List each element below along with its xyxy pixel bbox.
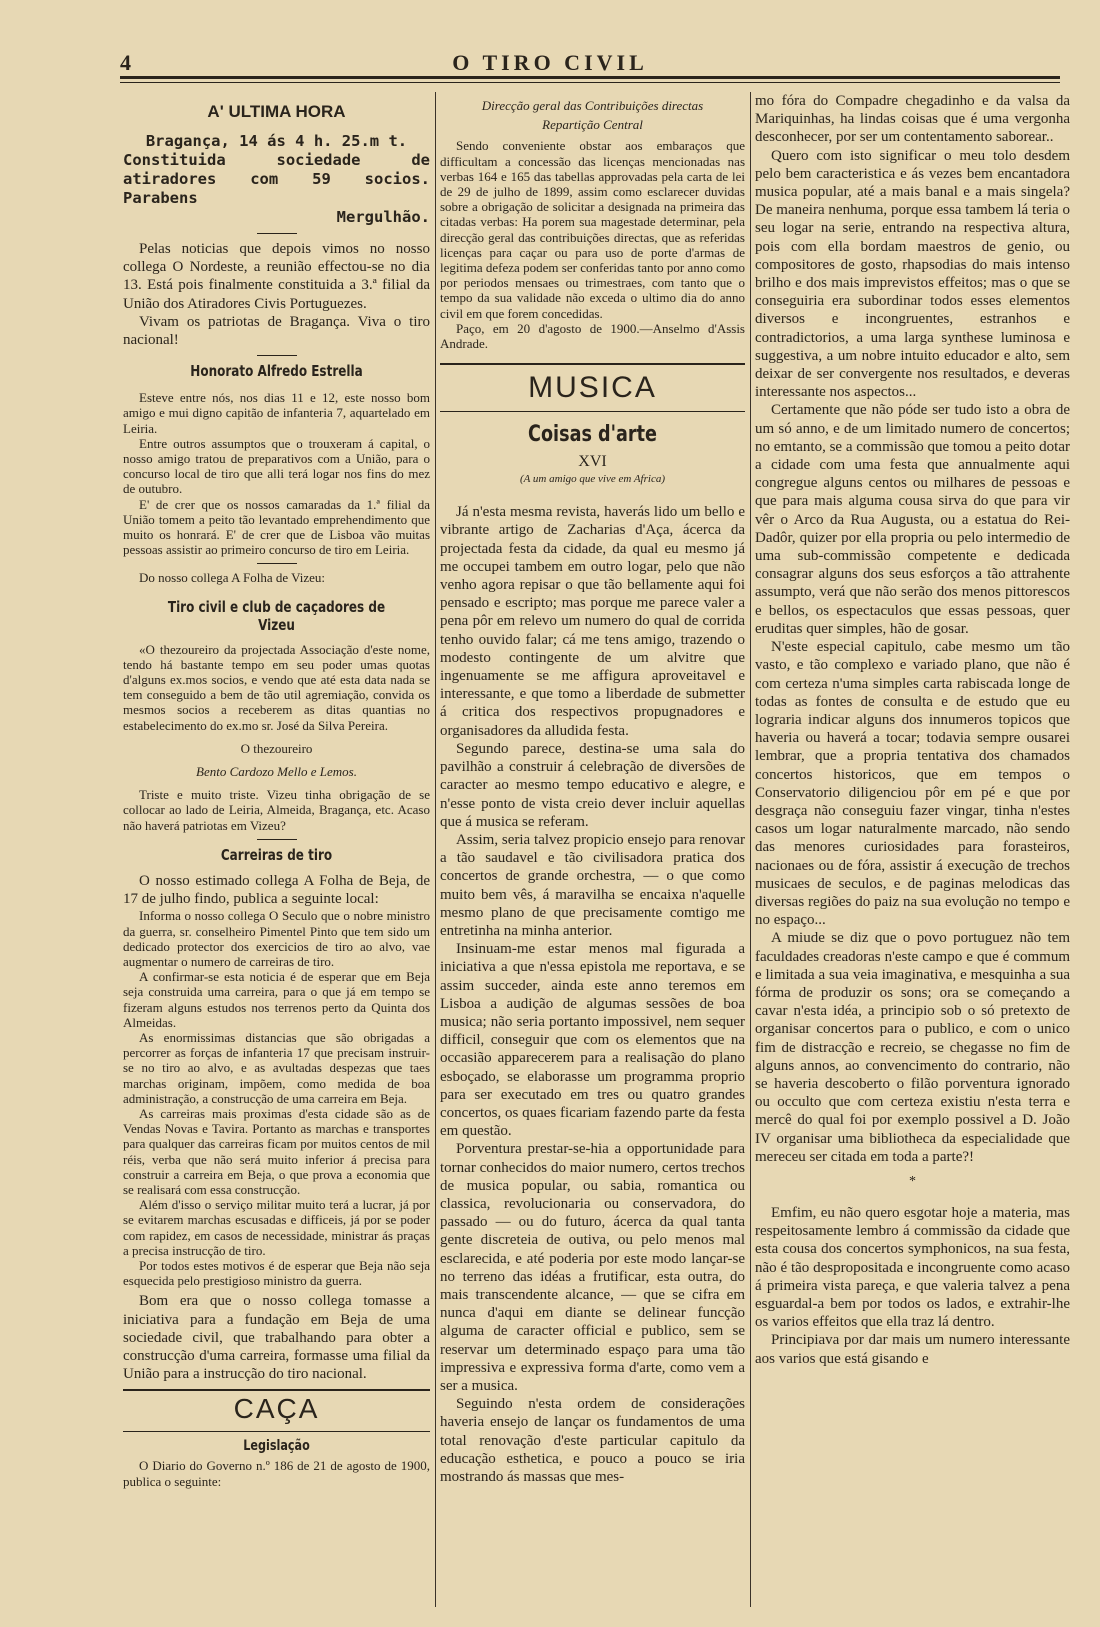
- paragraph: Porventura prestar-se-hia a opportunidade para tornar conhecidos do maior numero, certos trechos de musica popular, ou sabia, romantica ou classica, revolucionaria ou conservadora, do passado — ou do futuro, ácerca da qual tanta gente discreteia de outiva, ou pelo menos mal esclarecida, e até poderia por este modo lançar-se no terreno das idéas a frutificar, esta outra, do mais transcendente alcance, — que se cifra em nunca d'aqui em diante se delinear funcção alguma de caracter official e publico, sem se reservar um determinado espaço para uma tão impressiva e expressiva forma d'arte, como vem a ser a musica.: [440, 1141, 745, 1394]
- paragraph: Vivam os patriotas de Bragança. Viva o tiro nacional!: [123, 313, 430, 349]
- decree-subheading: Repartição Central: [542, 117, 643, 133]
- paragraph: Já n'esta mesma revista, haverás lido um bello e vibrante artigo de Zacharias d'Aça, ácerca da projectada festa da cidade, da qual eu mesmo já me occupei tambem em outro logar, pelo que não venho agora repisar o que tão bellamente aqui foi pensado e escripto; mas porque me parece valer a pena pôr em relevo um numero do qual de corrida tenho ouvido falar; cá me tens amigo, trazendo o modesto contingente de um alvitre que ingenuamente se me affigura aproveitavel e interessante, e que tomo a liberdade de submetter á critica dos respectivos propugnadores e organisadores da alludida festa.: [440, 504, 745, 739]
- paragraph: Pelas noticias que depois vimos no nosso collega O Nordeste, a reunião effectou-se no dia 13. Está pois finalmente constituida a 3.ª filial da União dos Atiradores Civis Portuguezes.: [123, 241, 430, 312]
- quoted-paragraph: Por todos estes motivos é de esperar que Beja não seja esquecida pelo prestigioso ministro da guerra.: [123, 1257, 430, 1289]
- paragraph: Quero com isto significar o meu tolo desdem pelo bem caracteristica e ás vezes bem encantadora musica popular, até a mais banal e a mais singela? De maneira nenhuma, porque essa tambem lá teria o seu logar na serie, entrando na respectiva altura, pois com ella bordam maestros de genio, ou compositores de gosto, rhapsodias do mais intenso brilho e dos mais imprevistos effeitos; mas o que se conseguiria era subordinar todos esses elementos diversos e incongruentes, estranhos e contradictorios, a uma larga synthese luminosa e suggestiva, a um nobre intuito educador e alto, sem deixar de ser convergente nos resultados, e deveras interessante nos aspectos...: [755, 147, 1070, 401]
- section-star: *: [909, 1173, 916, 1189]
- page-number: 4: [120, 50, 131, 75]
- divider: [257, 563, 297, 564]
- masthead-title: O TIRO CIVIL: [452, 50, 648, 75]
- column-left: [123, 92, 430, 1607]
- paragraph: Principiava por dar mais um numero interessante aos varios que está gisando e: [755, 1332, 1070, 1367]
- paragraph: mo fóra do Compadre chegadinho e da valsa da Mariquinhas, ha lindas coisas que é uma vergonha desconhecer, por ser um contentamento saborear..: [755, 93, 1070, 146]
- paragraph: Insinuam-me estar menos mal figurada a iniciativa a que n'essa epistola me reportava, e se assim succeder, ainda este anno teremos em Lisboa a audição de algumas sessões de boa musica; não seria portanto impossivel, nem sequer difficil, conseguir que com os elementos que na occasião apparecerem para a realisação do plano esboçado, se elaborasse um programma proprio para ser executado em tres ou quatro grandes concertos, os quaes ficariam fazendo parte da festa em questão.: [440, 941, 745, 1140]
- section-rule: [123, 1431, 430, 1432]
- section-rule: [440, 363, 745, 365]
- telegram-line: Bragança, 14 ás 4 h. 25.m t.: [145, 132, 408, 150]
- divider: [257, 839, 297, 840]
- paragraph: Bom era que o nosso collega tomasse a iniciativa para a fundação em Beja de uma sociedade civil, que trabalhando para obter a construcção d'uma carreira, formasse uma filial da União para a instrucção do tiro nacional.: [123, 1293, 430, 1383]
- heading-legislacao: Legislação: [243, 1438, 310, 1455]
- paragraph: Certamente que não póde ser tudo isto a obra de um só anno, e de um limitado numero de concertos; no emtanto, se a commissão que tomou a peito dotar a cidade com uma festa que annualmente aqui congregue alguns centos ou milhares de pessoas e que para mais alguma cousa sirva do que para vir vêr o Arco da Rua Augusta, ou a estatua do Rei-Dadôr, quizer por ella propria ou pelo intermedio de uma sub-commissão competente e dedicada consagrar alguns dos seus esforços a tão attrahente assumpto, verá que não serão dos menos pittorescos e bellos, os espectaculos que essas pessoas, quer eruditas quer simples, hão de gosar.: [755, 402, 1070, 637]
- heading-carreiras: Carreiras de tiro: [220, 845, 333, 864]
- paragraph: Triste e muito triste. Vizeu tinha obrigação de se collocar ao lado de Leiria, Almeida, Bragança, etc. Acaso não haverá patriotas em Vizeu?: [123, 787, 430, 833]
- heading-ultima-hora: A' ULTIMA HORA: [207, 102, 346, 121]
- paragraph: Assim, seria talvez propicio ensejo para renovar a tão saudavel e tão civilisadora pratica dos concertos de grande orchestra, — o que como muito bem vês, á maravilha se encaixa n'aquelle mesmo plano de que precisamente comtigo me entretinha na minha anterior.: [440, 831, 745, 939]
- telegram-signature: Mergulhão.: [336, 208, 430, 226]
- quoted-paragraph: Informa o nosso collega O Seculo que o nobre ministro da guerra, sr. conselheiro Pimentel Pinto que tem sido um dedicado protector dos exercicios de tiro ao alvo, vae augmentar o numero de carreiras de tiro.: [123, 908, 430, 969]
- signature-title: O thezoureiro: [240, 740, 313, 756]
- quoted-paragraph: A confirmar-se esta noticia é de esperar que em Beja seja construida uma carreira, para o que já em tempo se fizeram alguns estudos nos terrenos perto da Quinta dos Almeidas.: [123, 969, 430, 1030]
- column-right: [755, 92, 1070, 1607]
- paragraph: Esteve entre nós, nos dias 11 e 12, este nosso bom amigo e mui digno capitão de infanteria 7, aquartelado em Leiria.: [123, 390, 430, 436]
- section-rule: [123, 1389, 430, 1391]
- decree-heading: Direcção geral das Contribuições directas: [481, 98, 704, 113]
- column-divider: [435, 92, 436, 1607]
- paragraph: Sendo conveniente obstar aos embaraços que difficultam a concessão das licenças mencionadas nas verbas 164 e 165 das tabellas approvadas pela carta de lei de 29 de julho de 1899, assim como esclarecer duvidas sobre a obrigação de solicitar a designada na primeira das citadas verbas: Ha porem sua magestade determinar, pela direcção geral das contribuições directas, que as referidas licenças para caçar ou para uso de porte d'armas de legitima defeza podem ser conferidas tanto por anno como por periodos mensaes ou trimestraes, com tanto que o tempo da sua validade não exceda o ultimo dia do anno civil em que forem concedidas.: [440, 138, 745, 321]
- article-number: XVI: [578, 453, 607, 471]
- heading-vizeu: Tiro civil e club de caçadores de Vizeu: [167, 597, 386, 634]
- telegram-body: Constituida sociedade de atiradores com 59 socios. Parabens: [123, 151, 430, 207]
- paragraph: Seguindo n'esta ordem de considerações haveria ensejo de lançar os fundamentos de uma total renovação d'este particular capitulo da educação esthetica, e pouco a pouco se iria mostrando ás massas que mes-: [440, 1396, 745, 1486]
- heading-musica: MUSICA: [528, 371, 657, 405]
- paragraph: Entre outros assumptos que o trouxeram á capital, o nosso amigo tratou de preparativos com a União, para o concurso local de tiro que alli terá logar nos fins do mez de outubro.: [123, 435, 430, 497]
- paragraph: «O thezoureiro da projectada Associação d'este nome, tendo há bastante tempo em seu poder umas quotas d'alguns ex.mos socios, e vendo que até esta data nada se tem conseguido a bem de tão util agremiação, convida os mesmos socios a receberem as ditas quantias no estabelecimento do ex.mo sr. José da Silva Pereira.: [123, 641, 430, 733]
- column-middle: [440, 92, 745, 1607]
- paragraph: Do nosso collega A Folha de Vizeu:: [139, 570, 326, 586]
- paragraph: N'este especial capitulo, cabe mesmo um tão vasto, e tão complexo e variado plano, que não é com certeza n'uma simples carta rabiscada longe de todas as fontes de consulta e de estudo que eu lograria indicar alguns dos innumeros topicos que haveria ou haverá a tocar; todavia sempre ousarei lembrar, que a propria tentativa dos chamados concertos historicos, que em tempos o Conservatorio diligenciou pôr em pé e que por desgraça não conseguiu fazer vingar, tinha n'estes casos um logar naturalmente marcado, não sendo das menores curiosidades para forasteiros, nacionaes ou de fóra, assistir á execução de trechos musicaes de seculos, e de paginas melodicas das diversas regiões do paiz na sua evolução no tempo e no espaço...: [755, 639, 1070, 929]
- column-divider: [750, 92, 751, 1607]
- paragraph: O Diario do Governo n.º 186 de 21 de agosto de 1900, publica o seguinte:: [123, 1458, 430, 1489]
- quoted-paragraph: Além d'isso o serviço militar muito terá a lucrar, já por se evitarem marchas escusadas e difficeis, já por se poder com rapidez, em casos de necessidade, ministrar ás praças a precisa instrucção de tiro.: [123, 1197, 430, 1258]
- divider: [257, 355, 297, 356]
- heading-coisas-arte: Coisas d'arte: [528, 422, 657, 448]
- paragraph: Paço, em 20 d'agosto de 1900.—Anselmo d'Assis Andrade.: [440, 320, 745, 352]
- quoted-paragraph: As enormissimas distancias que são obrigadas a percorrer as forças de infanteria 17 que precisam instruir-se no tiro ao alvo, e as avultadas despezas que taes marchas originam, impõem, como medida de boa administração, a construcção de uma carreira em Beja.: [123, 1029, 430, 1106]
- signature-name: Bento Cardozo Mello e Lemos.: [196, 764, 357, 780]
- heading-caca: CAÇA: [233, 1393, 320, 1425]
- masthead-rule: [120, 76, 1060, 79]
- divider: [257, 233, 297, 234]
- article-dedication: (A um amigo que vive em Africa): [520, 473, 665, 486]
- quoted-paragraph: As carreiras mais proximas d'esta cidade são as de Vendas Novas e Tavira. Portanto as marchas e transportes para qualquer das carreiras ficam por muitos centos de mil réis, verba que não será muito inferior á precisa para construir a carreira em Beja, o que prova a economia que se realisará com essa construcção.: [123, 1105, 430, 1197]
- paragraph: A miude se diz que o povo portuguez não tem faculdades creadoras n'este campo e que é commum e limitada a sua veia imaginativa, e mesquinha a sua fórma de produzir os sons; ora se começando a cavar n'esta idéa, a principio sob o só pretexto de organisar concertos para o publico, e com o unico fim de distracção e recreio, se chegasse no fim de alguns annos, ao convencimento do contrario, não se haveria descoberto o filão porventura ignorado ou occulto que com certeza existiu n'esta terra e mercê do qual foi por exemplo possivel a D. João IV organisar uma bibliotheca da especialidade que mereceu ser citada em toda a parte?!: [755, 930, 1070, 1165]
- paragraph: O nosso estimado collega A Folha de Beja, de 17 de julho findo, publica a seguinte local:: [123, 872, 430, 908]
- paragraph: Emfim, eu não quero esgotar hoje a materia, mas respeitosamente lembro á commissão da cidade que esta cousa dos concertos symphonicos, na sua festa, não é tão despropositada e incongruente como acaso á primeira vista pareça, e que valeria talvez a pena esguardal-a bem por todos os lados, e extrahir-lhe os varios effeitos que ella traz lá dentro.: [755, 1204, 1070, 1331]
- paragraph: E' de crer que os nossos camaradas da 1.ª filial da União tomem a peito tão levantado emprehendimento que muito os honrará. E' de crer que de Lisboa vão muitas pessoas assistir ao primeiro concurso de tiro em Leiria.: [123, 496, 430, 558]
- masthead-rule-thin: [120, 82, 1060, 83]
- section-rule: [440, 411, 745, 412]
- paragraph: Segundo parece, destina-se uma sala do pavilhão a construir á celebração de diversões de caracter ao mesmo tempo educativo e alegre, e n'esse ponto de vista creio dever incluir aquellas que á musica se referam.: [440, 740, 745, 830]
- heading-honorato: Honorato Alfredo Estrella: [190, 362, 363, 381]
